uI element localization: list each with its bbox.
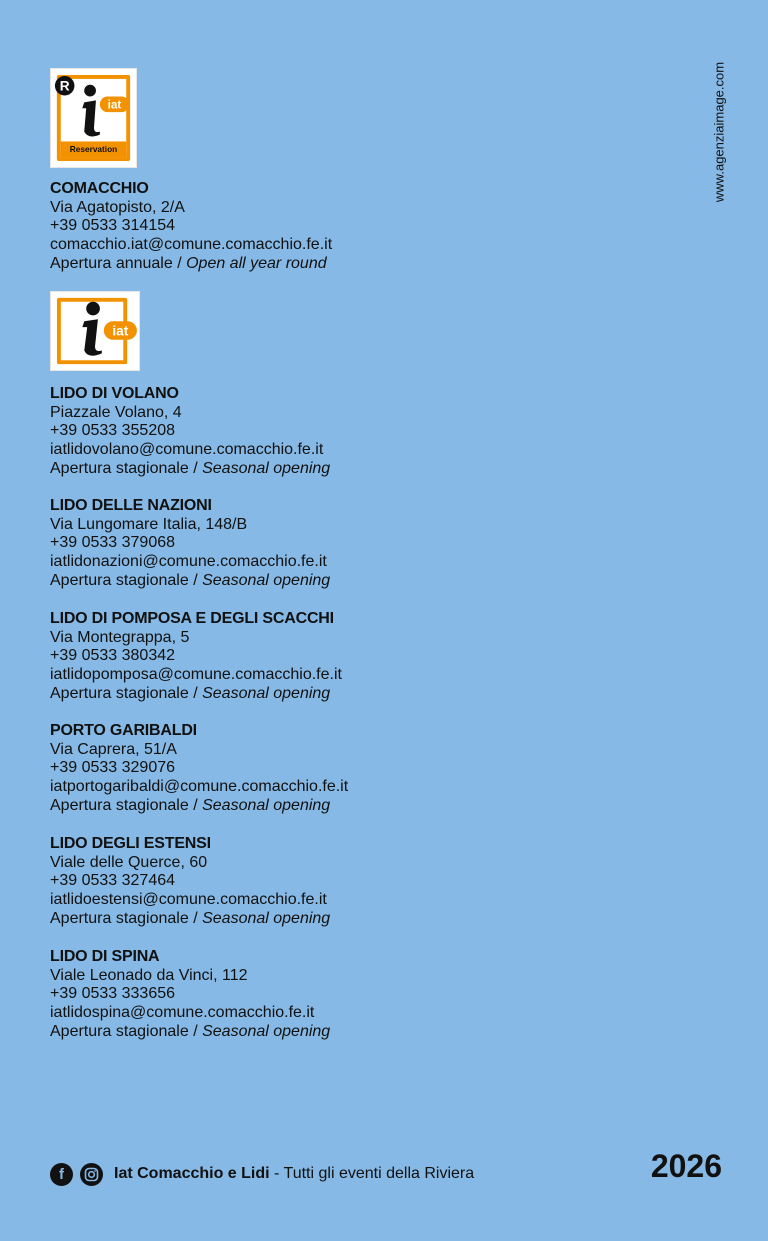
office-address: Via Caprera, 51/A bbox=[50, 740, 177, 758]
opening-english: Seasonal opening bbox=[202, 909, 331, 927]
office-address: Via Agatopisto, 2/A bbox=[50, 198, 185, 216]
office-porto-garibaldi bbox=[50, 722, 348, 816]
svg-text:R: R bbox=[59, 78, 70, 94]
footer bbox=[50, 1162, 474, 1186]
office-lido-di-pomposa bbox=[50, 610, 342, 704]
office-name: LIDO DEGLI ESTENSI bbox=[50, 835, 211, 852]
svg-text:Reservation: Reservation bbox=[69, 144, 118, 155]
footer-brand: Iat Comacchio e Lidi bbox=[114, 1165, 270, 1182]
office-lido-degli-estensi bbox=[50, 835, 330, 929]
office-opening bbox=[50, 255, 332, 274]
office-phone: +39 0533 329076 bbox=[50, 759, 176, 777]
office-opening bbox=[50, 685, 342, 704]
opening-italian: Apertura stagionale / bbox=[50, 796, 203, 814]
office-opening bbox=[50, 910, 330, 929]
office-name: COMACCHIO bbox=[50, 180, 149, 197]
instagram-glyph bbox=[84, 1167, 99, 1182]
credit-text: www.agenziaimage.com bbox=[711, 61, 727, 203]
iat-reservation-logo-graphic bbox=[51, 69, 136, 167]
office-opening bbox=[50, 572, 330, 591]
iat-logo-graphic bbox=[51, 292, 139, 370]
office-address: Piazzale Volano, 4 bbox=[50, 403, 182, 421]
office-phone: +39 0533 379068 bbox=[50, 534, 176, 552]
office-opening bbox=[50, 797, 348, 816]
office-email: iatlidopomposa@comune.comacchio.fe.it bbox=[50, 666, 342, 684]
opening-italian: Apertura stagionale / bbox=[50, 571, 203, 589]
instagram-icon[interactable] bbox=[80, 1163, 103, 1186]
opening-italian: Apertura stagionale / bbox=[50, 909, 203, 927]
office-name: LIDO DI VOLANO bbox=[50, 385, 179, 402]
office-comacchio bbox=[50, 180, 332, 274]
office-address: Viale Leonado da Vinci, 112 bbox=[50, 966, 248, 984]
opening-english: Seasonal opening bbox=[202, 571, 331, 589]
office-email: iatlidovolano@comune.comacchio.fe.it bbox=[50, 441, 324, 459]
office-lido-delle-nazioni bbox=[50, 497, 330, 591]
office-phone: +39 0533 333656 bbox=[50, 985, 176, 1003]
opening-italian: Apertura stagionale / bbox=[50, 1022, 203, 1040]
office-name: LIDO DI SPINA bbox=[50, 948, 160, 965]
office-opening bbox=[50, 460, 330, 479]
office-email: iatlidonazioni@comune.comacchio.fe.it bbox=[50, 553, 327, 571]
opening-english: Seasonal opening bbox=[202, 1022, 331, 1040]
svg-text:iat: iat bbox=[112, 323, 129, 339]
office-email: iatlidoestensi@comune.comacchio.fe.it bbox=[50, 891, 327, 909]
opening-italian: Apertura annuale / bbox=[50, 254, 187, 272]
office-lido-di-spina bbox=[50, 948, 330, 1042]
opening-english: Seasonal opening bbox=[202, 796, 331, 814]
opening-english: Seasonal opening bbox=[202, 459, 331, 477]
office-lido-di-volano bbox=[50, 385, 330, 479]
office-address: Via Montegrappa, 5 bbox=[50, 628, 190, 646]
office-name: PORTO GARIBALDI bbox=[50, 722, 197, 739]
office-name: LIDO DELLE NAZIONI bbox=[50, 497, 212, 514]
office-phone: +39 0533 314154 bbox=[50, 217, 176, 235]
office-email: iatlidospina@comune.comacchio.fe.it bbox=[50, 1004, 315, 1022]
opening-english: Seasonal opening bbox=[202, 684, 331, 702]
office-email: comacchio.iat@comune.comacchio.fe.it bbox=[50, 236, 333, 254]
iat-logo bbox=[50, 291, 140, 371]
office-phone: +39 0533 355208 bbox=[50, 422, 176, 440]
footer-tagline: - Tutti gli eventi della Riviera bbox=[269, 1165, 475, 1182]
iat-reservation-logo bbox=[50, 68, 137, 168]
facebook-icon[interactable] bbox=[50, 1163, 73, 1186]
svg-text:iat: iat bbox=[107, 98, 122, 112]
office-opening bbox=[50, 1023, 330, 1042]
year-label: 2026 bbox=[650, 1148, 722, 1184]
office-phone: +39 0533 327464 bbox=[50, 872, 176, 890]
office-email: iatportogaribaldi@comune.comacchio.fe.it bbox=[50, 778, 349, 796]
opening-italian: Apertura stagionale / bbox=[50, 684, 203, 702]
office-phone: +39 0533 380342 bbox=[50, 647, 176, 665]
opening-italian: Apertura stagionale / bbox=[50, 459, 203, 477]
office-name: LIDO DI POMPOSA E DEGLI SCACCHI bbox=[50, 610, 334, 627]
facebook-glyph: f bbox=[59, 1165, 64, 1183]
credit-vertical bbox=[710, 52, 728, 212]
office-address: Viale delle Querce, 60 bbox=[50, 853, 208, 871]
office-address: Via Lungomare Italia, 148/B bbox=[50, 515, 248, 533]
opening-english: Open all year round bbox=[186, 254, 327, 272]
